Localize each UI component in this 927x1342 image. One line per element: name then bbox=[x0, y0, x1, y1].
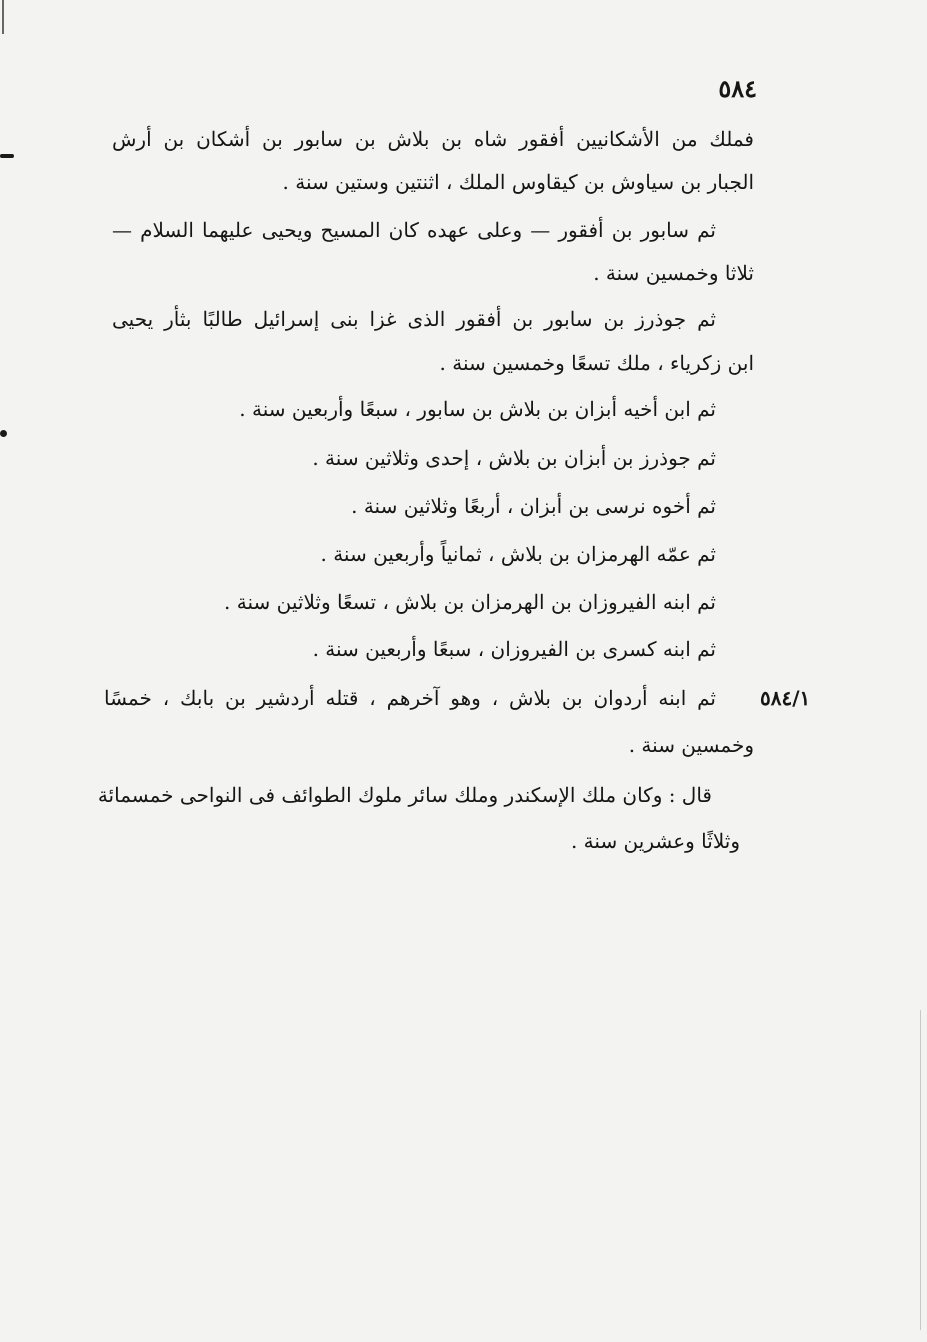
left-edge-mark-top bbox=[0, 154, 14, 158]
page-number: ٥٨٤ bbox=[718, 74, 757, 103]
right-edge-rule bbox=[920, 1010, 921, 1330]
text-line: ثم جوذرز بن أبزان بن بلاش ، إحدى وثلاثين سنة . bbox=[312, 446, 716, 470]
text-line: ثم عمّه الهرمزان بن بلاش ، ثمانياً وأربعين سنة . bbox=[320, 542, 716, 566]
text-line: ثم ابن أخيه أبزان بن بلاش بن سابور ، سبعًا وأربعين سنة . bbox=[239, 397, 716, 421]
marginal-note: ٥٨٤/١ bbox=[760, 686, 811, 710]
text-line: ثم ابنه كسرى بن الفيروزان ، سبعًا وأربعين سنة . bbox=[312, 637, 716, 661]
text-line: فملك من الأشكانيين أفقور شاه بن بلاش بن سابور بن أشكان بن أرش bbox=[112, 127, 754, 151]
left-edge-mark-bottom bbox=[0, 430, 7, 437]
text-line: ثم ابنه الفيروزان بن الهرمزان بن بلاش ، تسعًا وثلاثين سنة . bbox=[224, 590, 716, 614]
text-line: ثم جوذرز بن سابور بن أفقور الذى غزا بنى إسرائيل طالبًا بثأر يحيى bbox=[112, 307, 716, 331]
left-edge-rule bbox=[2, 0, 4, 34]
text-line: ابن زكرياء ، ملك تسعًا وخمسين سنة . bbox=[439, 351, 754, 375]
text-line: ثم ابنه أردوان بن بلاش ، وهو آخرهم ، قتله أردشير بن بابك ، خمسًا bbox=[104, 686, 716, 710]
text-line: وخمسين سنة . bbox=[628, 733, 754, 757]
text-line: ثم سابور بن أفقور — وعلى عهده كان المسيح ويحيى عليهما السلام — bbox=[112, 218, 716, 242]
text-line: وثلاثًا وعشرين سنة . bbox=[570, 829, 740, 853]
text-line: قال : وكان ملك الإسكندر وملك سائر ملوك الطوائف فى النواحى خمسمائة bbox=[97, 783, 712, 807]
text-line: ثلاثا وخمسين سنة . bbox=[593, 261, 754, 285]
text-line: ثم أخوه نرسى بن أبزان ، أربعًا وثلاثين سنة . bbox=[351, 494, 716, 518]
text-line: الجبار بن سياوش بن كيقاوس الملك ، اثنتين وستين سنة . bbox=[282, 170, 754, 194]
